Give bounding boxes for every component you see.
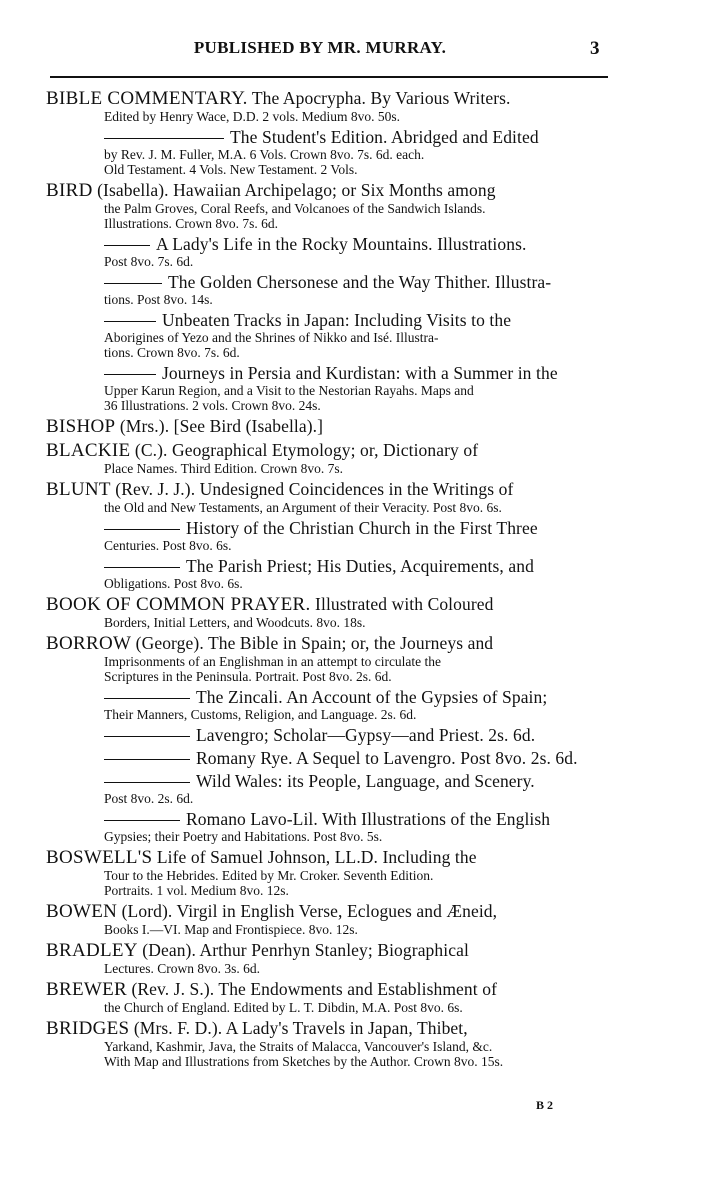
entry-first-line — [46, 272, 612, 292]
entry-author: BLUNT — [46, 479, 111, 500]
entry-details — [46, 330, 612, 360]
entry-detail-line: With Map and Illustrations from Sketches by the Author. Crown 8vo. 15s. — [104, 1054, 504, 1069]
entry-title: Illustrated with Coloured — [310, 594, 494, 614]
entry-title: Life of Samuel Johnson, LL.D. Including the — [152, 847, 477, 867]
entry-details — [46, 707, 612, 722]
entry-first-line — [46, 979, 612, 1000]
entry-detail-line: tions. Post 8vo. 14s. — [104, 292, 213, 307]
entry-title: The Student's Edition. Abridged and Edited — [230, 127, 539, 147]
entry-detail-line: Lectures. Crown 8vo. 3s. 6d. — [104, 961, 260, 976]
ditto-dash — [104, 374, 156, 375]
entry-detail-line: Portraits. 1 vol. Medium 8vo. 12s. — [104, 883, 289, 898]
catalogue-entry — [46, 88, 612, 124]
catalogue-entry — [46, 440, 612, 476]
entry-first-line — [46, 1018, 612, 1039]
entry-detail-line: Old Testament. 4 Vols. New Testament. 2 Vols. — [104, 162, 358, 177]
entry-detail-line: Borders, Initial Letters, and Woodcuts. 8vo. 18s. — [104, 615, 366, 630]
entry-detail-line: Place Names. Third Edition. Crown 8vo. 7s. — [104, 461, 343, 476]
entry-author: BOWEN — [46, 901, 118, 922]
entry-first-line — [46, 127, 612, 147]
entry-title: The Apocrypha. By Various Writers. — [247, 88, 511, 108]
entry-title: History of the Christian Church in the First Three — [186, 518, 538, 538]
entry-details — [46, 201, 612, 231]
entry-detail-line: Upper Karun Region, and a Visit to the Nestorian Rayahs. Maps and — [104, 383, 474, 398]
entry-details — [46, 292, 612, 307]
entry-details — [46, 109, 612, 124]
ditto-dash — [104, 283, 162, 284]
entry-details — [46, 791, 612, 806]
ditto-dash — [104, 736, 190, 737]
catalogue-entry — [46, 687, 612, 722]
entry-details — [46, 654, 612, 684]
entry-first-line — [46, 847, 612, 868]
entry-details — [46, 383, 612, 413]
signature-mark: B 2 — [536, 1098, 554, 1112]
entry-title: Wild Wales: its People, Language, and Scenery. — [196, 771, 535, 791]
entry-detail-line: Their Manners, Customs, Religion, and Language. 2s. 6d. — [104, 707, 417, 722]
ditto-dash — [104, 138, 224, 139]
entry-details — [46, 1000, 612, 1015]
entry-first-line — [46, 771, 612, 791]
entry-title: (C.). Geographical Etymology; or, Dictionary of — [130, 440, 479, 460]
ditto-dash — [104, 529, 180, 530]
page-number: 3 — [590, 38, 600, 59]
ditto-dash — [104, 820, 180, 821]
entry-author: BREWER — [46, 979, 127, 1000]
entry-detail-line: Yarkand, Kashmir, Java, the Straits of Malacca, Vancouver's Island, &c. — [104, 1039, 493, 1054]
entry-detail-line: Books I.—VI. Map and Frontispiece. 8vo. 12s. — [104, 922, 358, 937]
entry-details — [46, 829, 612, 844]
catalogue-entry — [46, 748, 612, 768]
entry-details — [46, 254, 612, 269]
entry-title: Unbeaten Tracks in Japan: Including Visits to the — [162, 310, 512, 330]
entry-first-line — [46, 901, 612, 922]
entry-details — [46, 538, 612, 553]
entry-title: A Lady's Life in the Rocky Mountains. Illustrations. — [156, 234, 527, 254]
ditto-dash — [104, 759, 190, 760]
entry-title: (George). The Bible in Spain; or, the Journeys and — [131, 633, 494, 653]
ditto-dash — [104, 567, 180, 568]
catalogue-entry — [46, 416, 612, 437]
entry-first-line — [46, 180, 612, 201]
catalogue-entry — [46, 940, 612, 976]
entry-first-line — [46, 594, 612, 615]
catalogue-entry — [46, 310, 612, 360]
ditto-dash — [104, 698, 190, 699]
entry-title: (Rev. J. S.). The Endowments and Establishment of — [126, 979, 497, 999]
entry-first-line — [46, 809, 612, 829]
catalogue-entry — [46, 234, 612, 269]
entry-detail-line: 36 Illustrations. 2 vols. Crown 8vo. 24s. — [104, 398, 321, 413]
ditto-dash — [104, 321, 156, 322]
catalogue-entry — [46, 633, 612, 684]
catalogue-entry — [46, 479, 612, 515]
entry-detail-line: Scriptures in the Peninsula. Portrait. Post 8vo. 2s. 6d. — [104, 669, 392, 684]
entry-detail-line: the Old and New Testaments, an Argument of their Veracity. Post 8vo. 6s. — [104, 500, 502, 515]
entry-detail-line: Post 8vo. 7s. 6d. — [104, 254, 194, 269]
entry-details — [46, 147, 612, 177]
entry-details — [46, 1039, 612, 1069]
entry-details — [46, 461, 612, 476]
entry-first-line — [46, 88, 612, 109]
catalogue-entry — [46, 809, 612, 844]
catalogue-entry — [46, 847, 612, 898]
entry-title: Lavengro; Scholar—Gypsy—and Priest. 2s. 6d. — [196, 725, 536, 745]
entry-detail-line: by Rev. J. M. Fuller, M.A. 6 Vols. Crown 8vo. 7s. 6d. each. — [104, 147, 425, 162]
entry-first-line — [46, 310, 612, 330]
entry-first-line — [46, 440, 612, 461]
catalogue-entry — [46, 1018, 612, 1069]
entry-first-line — [46, 556, 612, 576]
ditto-dash — [104, 782, 190, 783]
entry-detail-line: Tour to the Hebrides. Edited by Mr. Croker. Seventh Edition. — [104, 868, 434, 883]
entry-details — [46, 576, 612, 591]
entry-title: The Zincali. An Account of the Gypsies of Spain; — [196, 687, 548, 707]
catalogue-entry — [46, 771, 612, 806]
entry-author: BORROW — [46, 633, 132, 654]
entry-first-line — [46, 363, 612, 383]
entry-details — [46, 961, 612, 976]
entry-author: BIRD — [46, 180, 93, 201]
catalogue-entry — [46, 725, 612, 745]
catalogue-entry — [46, 363, 612, 413]
entry-detail-line: Edited by Henry Wace, D.D. 2 vols. Medium 8vo. 50s. — [104, 109, 400, 124]
catalogue-entry — [46, 979, 612, 1015]
entry-first-line — [46, 725, 612, 745]
entry-detail-line: Obligations. Post 8vo. 6s. — [104, 576, 243, 591]
entry-author: BRIDGES — [46, 1018, 130, 1039]
catalogue-entry — [46, 180, 612, 231]
entry-title: The Parish Priest; His Duties, Acquirements, and — [186, 556, 534, 576]
catalogue-entry — [46, 518, 612, 553]
entry-details — [46, 500, 612, 515]
entry-first-line — [46, 940, 612, 961]
entry-author: BISHOP — [46, 416, 116, 437]
entry-title: (Mrs. F. D.). A Lady's Travels in Japan, Thibet, — [129, 1018, 468, 1038]
entry-title: (Rev. J. J.). Undesigned Coincidences in the Writings of — [110, 479, 514, 499]
header-rule — [50, 76, 608, 78]
entry-detail-line: Illustrations. Crown 8vo. 7s. 6d. — [104, 216, 278, 231]
entry-first-line — [46, 518, 612, 538]
entry-detail-line: the Palm Groves, Coral Reefs, and Volcanoes of the Sandwich Islands. — [104, 201, 486, 216]
entry-details — [46, 868, 612, 898]
entry-title: Journeys in Persia and Kurdistan: with a Summer in the — [162, 363, 558, 383]
entry-details — [46, 922, 612, 937]
entry-detail-line: Centuries. Post 8vo. 6s. — [104, 538, 232, 553]
entry-title: The Golden Chersonese and the Way Thither. Illustra- — [168, 272, 552, 292]
entry-title: (Lord). Virgil in English Verse, Eclogues and Æneid, — [117, 901, 498, 921]
running-head: PUBLISHED BY MR. MURRAY. — [193, 38, 447, 57]
entry-author: BLACKIE — [46, 440, 131, 461]
entry-author: BOSWELL'S — [46, 847, 153, 868]
entry-first-line — [46, 687, 612, 707]
entry-author: BOOK OF COMMON PRAYER. — [46, 594, 311, 615]
catalogue-entry — [46, 594, 612, 630]
catalogue-entries — [46, 88, 612, 1072]
entry-title: (Dean). Arthur Penrhyn Stanley; Biographical — [137, 940, 469, 960]
entry-title: (Mrs.). [See Bird (Isabella).] — [115, 416, 324, 436]
entry-first-line — [46, 479, 612, 500]
catalogue-entry — [46, 901, 612, 937]
entry-first-line — [46, 234, 612, 254]
entry-title: Romano Lavo-Lil. With Illustrations of the English — [186, 809, 551, 829]
entry-first-line — [46, 416, 612, 437]
entry-author: BIBLE COMMENTARY. — [46, 88, 248, 109]
entry-title: (Isabella). Hawaiian Archipelago; or Six Months among — [92, 180, 496, 200]
entry-detail-line: the Church of England. Edited by L. T. Dibdin, M.A. Post 8vo. 6s. — [104, 1000, 463, 1015]
entry-detail-line: Post 8vo. 2s. 6d. — [104, 791, 194, 806]
entry-detail-line: tions. Crown 8vo. 7s. 6d. — [104, 345, 240, 360]
entry-detail-line: Gypsies; their Poetry and Habitations. Post 8vo. 5s. — [104, 829, 383, 844]
catalogue-entry — [46, 556, 612, 591]
entry-title: Romany Rye. A Sequel to Lavengro. Post 8vo. 2s. 6d. — [196, 748, 578, 768]
catalogue-entry — [46, 127, 612, 177]
entry-detail-line: Aborigines of Yezo and the Shrines of Nikko and Isé. Illustra- — [104, 330, 439, 345]
entry-author: BRADLEY — [46, 940, 138, 961]
entry-detail-line: Imprisonments of an Englishman in an attempt to circulate the — [104, 654, 442, 669]
entry-first-line — [46, 633, 612, 654]
ditto-dash — [104, 245, 150, 246]
entry-first-line — [46, 748, 612, 768]
catalogue-entry — [46, 272, 612, 307]
entry-details — [46, 615, 612, 630]
